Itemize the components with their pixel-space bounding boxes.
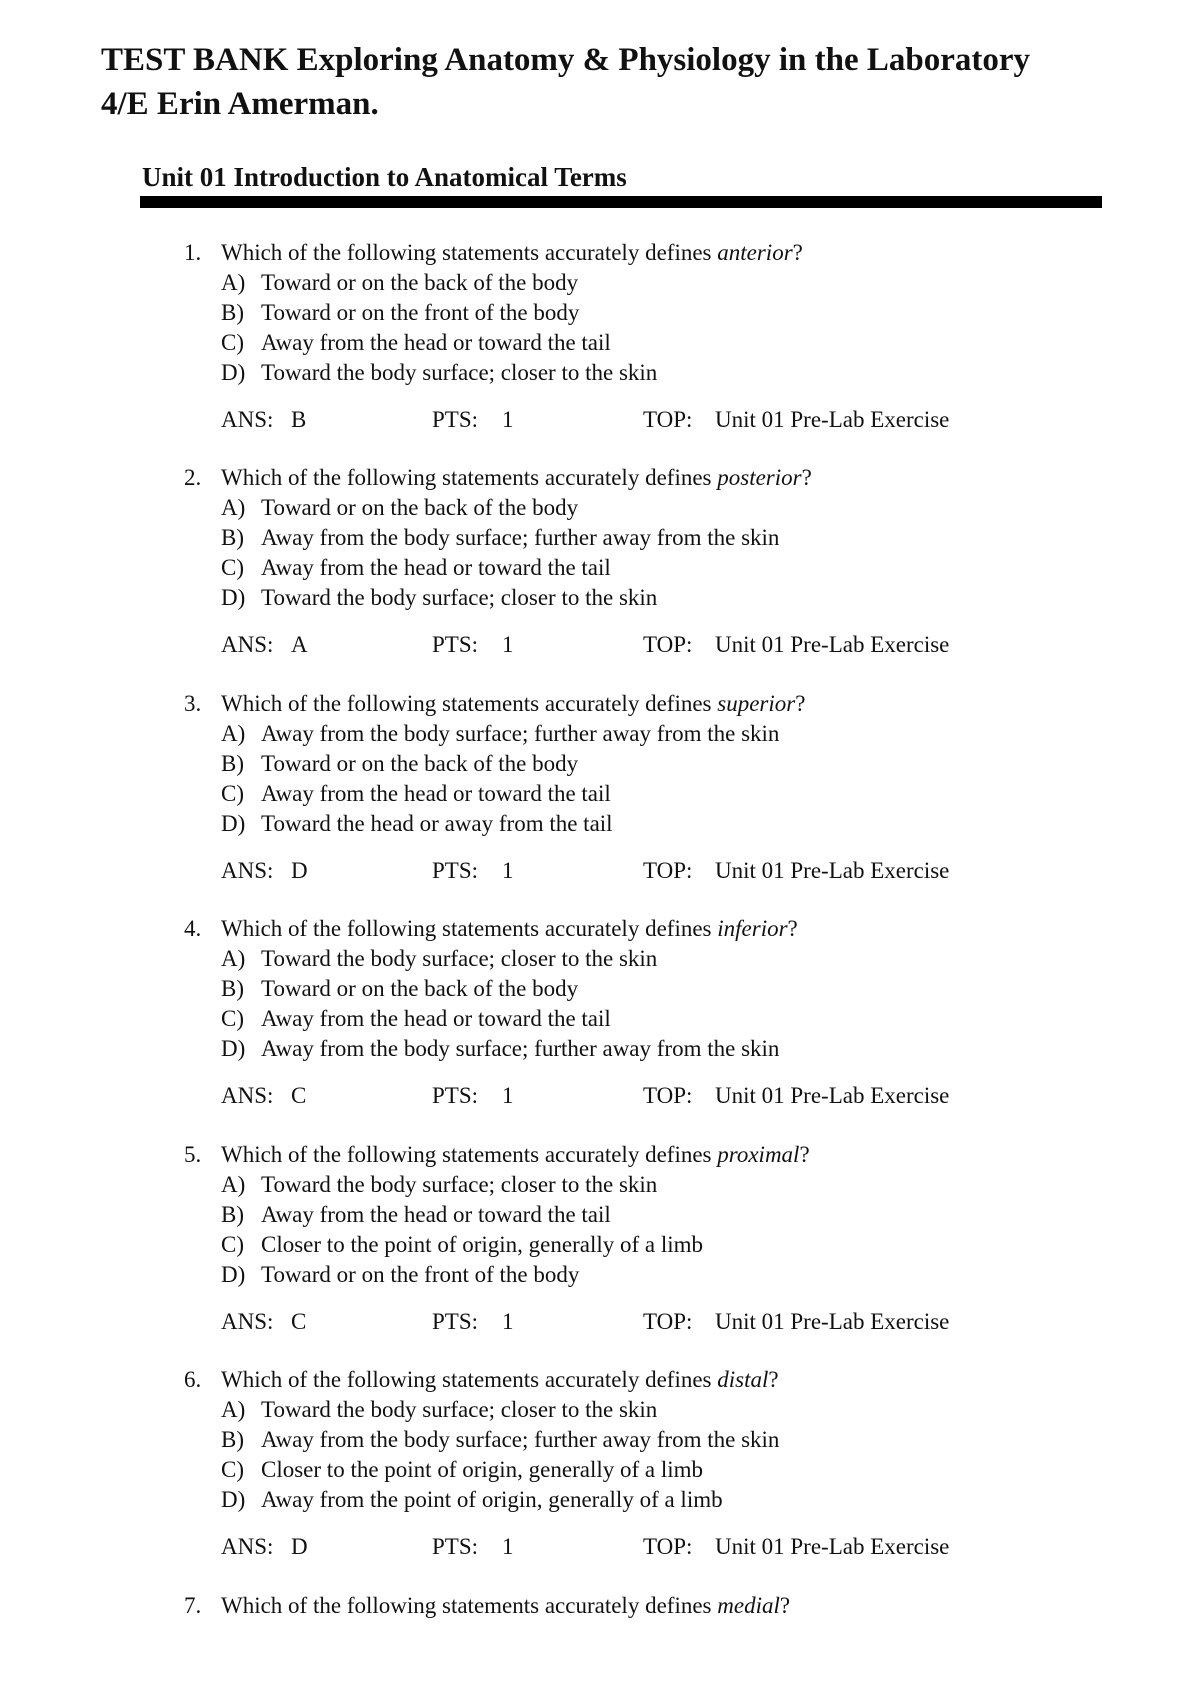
points-value: 1 xyxy=(502,407,514,432)
question-stem xyxy=(184,238,1084,268)
question-prefix: Which of the following statements accurately defines xyxy=(221,1367,718,1392)
choice-item xyxy=(184,583,1084,613)
question-prefix: Which of the following statements accurately defines xyxy=(221,465,718,490)
answer-meta xyxy=(184,630,1084,660)
choice-item xyxy=(184,1034,1084,1064)
question-suffix: ? xyxy=(787,916,798,941)
question-prefix: Which of the following statements accurately defines xyxy=(221,240,718,265)
question-term: anterior xyxy=(717,240,793,265)
question-suffix: ? xyxy=(792,240,803,265)
choice-text: Away from the head or toward the tail xyxy=(261,781,611,806)
choice-letter: C) xyxy=(221,555,244,580)
choice-item xyxy=(184,298,1084,328)
topic-value: Unit 01 Pre-Lab Exercise xyxy=(715,1534,950,1559)
choice-letter: B) xyxy=(221,976,244,1001)
question-item xyxy=(184,1140,1084,1337)
question-number: 1. xyxy=(184,240,202,265)
question-text xyxy=(221,914,798,944)
choice-item xyxy=(184,944,1084,974)
choice-item xyxy=(184,1455,1084,1485)
choice-letter: A) xyxy=(221,946,246,971)
choice-text: Away from the point of origin, generally of a limb xyxy=(261,1487,723,1512)
topic-label: TOP: xyxy=(643,632,693,657)
question-item xyxy=(184,914,1084,1111)
choice-letter: D) xyxy=(221,1036,246,1061)
choice-item xyxy=(184,523,1084,553)
choice-text: Toward the head or away from the tail xyxy=(261,811,613,836)
topic-value: Unit 01 Pre-Lab Exercise xyxy=(715,1309,950,1334)
question-term: superior xyxy=(717,691,796,716)
choice-item xyxy=(184,779,1084,809)
choice-letter: A) xyxy=(221,1172,246,1197)
answer-value: C xyxy=(291,1083,307,1108)
answer-value: D xyxy=(291,858,308,883)
question-text xyxy=(221,463,812,493)
answer-label: ANS: xyxy=(221,1309,274,1334)
answer-value: D xyxy=(291,1534,308,1559)
question-term: medial xyxy=(717,1593,780,1618)
points-value: 1 xyxy=(502,858,514,883)
choice-item xyxy=(184,493,1084,523)
choice-text: Away from the head or toward the tail xyxy=(261,330,611,355)
topic-label: TOP: xyxy=(643,1309,693,1334)
choice-item xyxy=(184,358,1084,388)
choice-item xyxy=(184,1395,1084,1425)
question-suffix: ? xyxy=(768,1367,779,1392)
topic-label: TOP: xyxy=(643,1534,693,1559)
choice-letter: C) xyxy=(221,330,244,355)
answer-value: B xyxy=(291,407,307,432)
choice-text: Toward the body surface; closer to the skin xyxy=(261,360,658,385)
answer-meta xyxy=(184,1307,1084,1337)
question-suffix: ? xyxy=(799,1142,810,1167)
choice-text: Toward or on the back of the body xyxy=(261,495,579,520)
question-term: proximal xyxy=(717,1142,800,1167)
choice-item xyxy=(184,1260,1084,1290)
choice-letter: B) xyxy=(221,525,244,550)
choice-letter: B) xyxy=(221,300,244,325)
choice-list xyxy=(184,493,1084,613)
question-text xyxy=(221,1140,810,1170)
choice-letter: C) xyxy=(221,1006,244,1031)
choice-item xyxy=(184,1485,1084,1515)
question-item xyxy=(184,1365,1084,1562)
choice-letter: D) xyxy=(221,1262,246,1287)
question-prefix: Which of the following statements accurately defines xyxy=(221,916,718,941)
question-text xyxy=(221,238,803,268)
question-number: 7. xyxy=(184,1593,202,1618)
points-value: 1 xyxy=(502,1083,514,1108)
points-label: PTS: xyxy=(432,1083,479,1108)
choice-item xyxy=(184,974,1084,1004)
points-value: 1 xyxy=(502,1534,514,1559)
choice-item xyxy=(184,1170,1084,1200)
question-stem xyxy=(184,689,1084,719)
question-item xyxy=(184,1591,1084,1621)
choice-letter: A) xyxy=(221,1397,246,1422)
choice-text: Toward or on the front of the body xyxy=(261,300,580,325)
question-text xyxy=(221,1365,779,1395)
answer-label: ANS: xyxy=(221,1534,274,1559)
answer-label: ANS: xyxy=(221,858,274,883)
question-suffix: ? xyxy=(795,691,806,716)
choice-list xyxy=(184,1170,1084,1290)
answer-label: ANS: xyxy=(221,1083,274,1108)
unit-heading: Unit 01 Introduction to Anatomical Terms xyxy=(142,162,627,192)
question-stem xyxy=(184,1365,1084,1395)
question-suffix: ? xyxy=(801,465,812,490)
topic-value: Unit 01 Pre-Lab Exercise xyxy=(715,632,950,657)
points-value: 1 xyxy=(502,632,514,657)
choice-item xyxy=(184,328,1084,358)
question-stem xyxy=(184,463,1084,493)
choice-letter: B) xyxy=(221,1427,244,1452)
choice-text: Away from the body surface; further away from the skin xyxy=(261,1427,780,1452)
choice-letter: A) xyxy=(221,721,246,746)
choice-text: Closer to the point of origin, generally of a limb xyxy=(261,1232,704,1257)
question-item xyxy=(184,463,1084,660)
choice-text: Toward the body surface; closer to the skin xyxy=(261,1397,658,1422)
choice-item xyxy=(184,749,1084,779)
topic-label: TOP: xyxy=(643,858,693,883)
points-label: PTS: xyxy=(432,407,479,432)
question-number: 6. xyxy=(184,1367,202,1392)
topic-value: Unit 01 Pre-Lab Exercise xyxy=(715,858,950,883)
choice-text: Toward or on the back of the body xyxy=(261,751,579,776)
question-number: 5. xyxy=(184,1142,202,1167)
choice-text: Toward the body surface; closer to the skin xyxy=(261,946,658,971)
question-suffix: ? xyxy=(779,1593,791,1618)
question-term: inferior xyxy=(717,916,788,941)
choice-letter: D) xyxy=(221,811,246,836)
choice-text: Away from the head or toward the tail xyxy=(261,555,611,580)
answer-meta xyxy=(184,1532,1084,1562)
question-number: 2. xyxy=(184,465,202,490)
answer-meta xyxy=(184,405,1084,435)
answer-value: C xyxy=(291,1309,307,1334)
question-number: 3. xyxy=(184,691,202,716)
answer-value: A xyxy=(291,632,308,657)
choice-letter: A) xyxy=(221,495,246,520)
question-stem xyxy=(184,1140,1084,1170)
choice-letter: D) xyxy=(221,585,246,610)
question-item xyxy=(184,238,1084,435)
choice-text: Away from the body surface; further away from the skin xyxy=(261,525,780,550)
choice-letter: D) xyxy=(221,1487,246,1512)
choice-item xyxy=(184,1425,1084,1455)
question-text xyxy=(221,689,805,719)
choice-letter: D) xyxy=(221,360,246,385)
choice-text: Away from the body surface; further away from the skin xyxy=(261,1036,780,1061)
question-stem xyxy=(184,1591,1084,1621)
choice-text: Toward or on the front of the body xyxy=(261,1262,580,1287)
choice-list xyxy=(184,719,1084,839)
points-value: 1 xyxy=(502,1309,514,1334)
topic-value: Unit 01 Pre-Lab Exercise xyxy=(715,1083,950,1108)
answer-label: ANS: xyxy=(221,632,274,657)
choice-letter: C) xyxy=(221,781,244,806)
points-label: PTS: xyxy=(432,632,479,657)
question-number: 4. xyxy=(184,916,202,941)
question-term: distal xyxy=(717,1367,769,1392)
choice-text: Toward or on the back of the body xyxy=(261,270,579,295)
choice-letter: C) xyxy=(221,1232,244,1257)
choice-list xyxy=(184,944,1084,1064)
answer-label: ANS: xyxy=(221,407,274,432)
heading-rule xyxy=(140,196,1102,208)
choice-item xyxy=(184,809,1084,839)
question-prefix: Which of the following statements accurately defines xyxy=(221,691,718,716)
choice-letter: A) xyxy=(221,270,246,295)
question-prefix: Which of the following statements accurately defines xyxy=(221,1593,718,1618)
choice-item xyxy=(184,1004,1084,1034)
choice-text: Toward the body surface; closer to the skin xyxy=(261,585,658,610)
choice-letter: B) xyxy=(221,1202,244,1227)
choice-letter: C) xyxy=(221,1457,244,1482)
points-label: PTS: xyxy=(432,858,479,883)
topic-label: TOP: xyxy=(643,1083,693,1108)
question-stem xyxy=(184,914,1084,944)
points-label: PTS: xyxy=(432,1534,479,1559)
question-item xyxy=(184,689,1084,886)
topic-label: TOP: xyxy=(643,407,693,432)
choice-letter: B) xyxy=(221,751,244,776)
answer-meta xyxy=(184,856,1084,886)
question-term: posterior xyxy=(717,465,802,490)
document-title: TEST BANK Exploring Anatomy & Physiology in the Laboratory 4/E Erin Amerman. xyxy=(101,42,1031,122)
points-label: PTS: xyxy=(432,1309,479,1334)
choice-text: Away from the body surface; further away from the skin xyxy=(261,721,780,746)
choice-list xyxy=(184,268,1084,388)
choice-item xyxy=(184,268,1084,298)
choice-text: Toward the body surface; closer to the skin xyxy=(261,1172,658,1197)
choice-text: Closer to the point of origin, generally of a limb xyxy=(261,1457,704,1482)
choice-item xyxy=(184,719,1084,749)
choice-list xyxy=(184,1395,1084,1515)
question-text xyxy=(221,1591,790,1621)
choice-item xyxy=(184,1200,1084,1230)
topic-value: Unit 01 Pre-Lab Exercise xyxy=(715,407,950,432)
choice-text: Away from the head or toward the tail xyxy=(261,1006,611,1031)
choice-item xyxy=(184,553,1084,583)
choice-text: Toward or on the back of the body xyxy=(261,976,579,1001)
choice-text: Away from the head or toward the tail xyxy=(261,1202,611,1227)
question-prefix: Which of the following statements accurately defines xyxy=(221,1142,718,1167)
answer-meta xyxy=(184,1081,1084,1111)
choice-item xyxy=(184,1230,1084,1260)
